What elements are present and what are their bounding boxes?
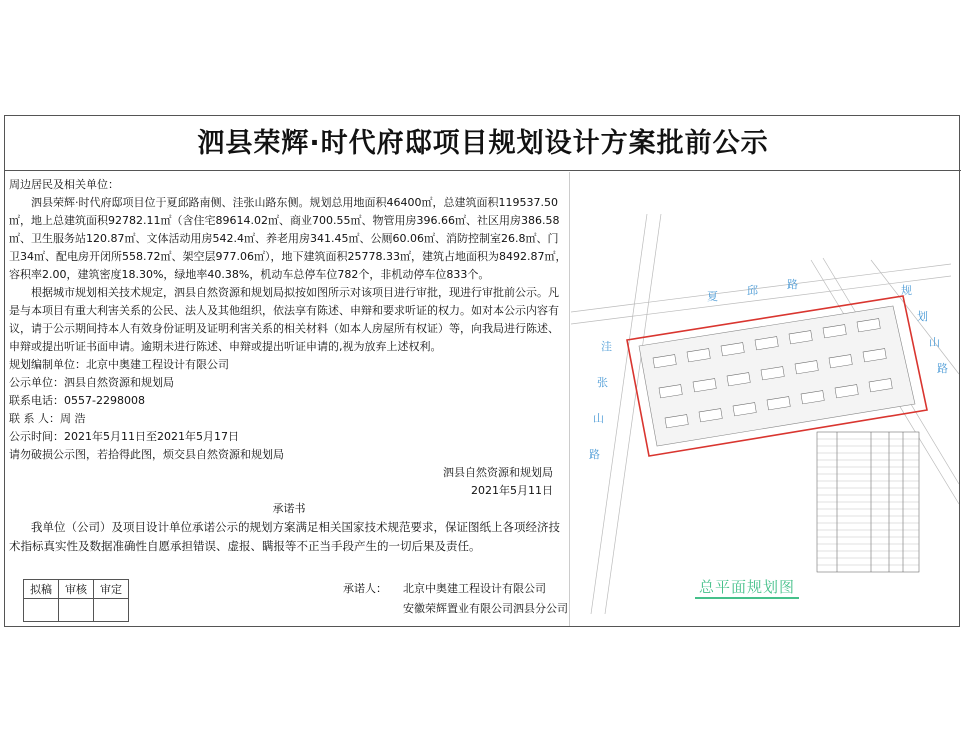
indicator-table <box>817 432 919 572</box>
info-contact: 联 系 人：周 浩 <box>9 412 86 425</box>
review-header-approve: 审定 <box>94 580 129 599</box>
promiser-2: 安徽荣辉置业有限公司泗县分公司 <box>403 602 568 615</box>
notice-text <box>9 176 569 556</box>
map-caption: 总平面规划图 <box>695 576 799 599</box>
greeting: 周边居民及相关单位： <box>9 178 119 191</box>
promiser-1: 北京中奥建工程设计有限公司 <box>403 582 546 595</box>
promiser-block <box>343 579 568 619</box>
review-cell <box>24 599 59 622</box>
issuer: 泗县自然资源和规划局 <box>443 466 553 479</box>
info-publisher: 公示单位：泗县自然资源和规划局 <box>9 376 174 389</box>
road-north-char: 夏 <box>707 290 718 303</box>
road-west-char: 洼 <box>601 340 612 353</box>
project-description: 泗县荣辉·时代府邸项目位于夏邱路南侧、洼张山路东侧。规划总用地面积46400㎡，总建筑面积119537.50㎡，地上总建筑面积92782.11㎡（含住宅89614.02㎡、商业700.55㎡、物管用房396.66㎡、社区用房386.58㎡、卫生服务站120.87㎡、文体活动用房542.4㎡、养老用房341.45㎡、公厕60.06㎡、消防控制室26.8㎡、门卫34㎡、配电房开闭所558.72㎡、架空层977.06㎡），地下建筑面积25778.33㎡，建筑占地面积为8492.87㎡，容积率2.00，建筑密度18.30%，绿地率40.38%，机动车总停车位782个，非机动停车位833个。 <box>9 196 567 281</box>
approval-statement: 根据城市规划相关技术规定，泗县自然资源和规划局拟按如图所示对该项目进行审批，现进行审批前公示。凡是与本项目有重大利害关系的公民、法人及其他组织，依法享有陈述、申辩和要求听证的权力。如对本公示内容有议，请于公示期间持本人有效身份证明及证明利害关系的相关材料（如本人房屋所有权证）等，向我局进行陈述、申辩或提出听证书面申请。逾期未进行陈述、申辩或提出听证申请的,视为放弃上述权利。 <box>9 286 559 353</box>
road-east-char: 划 <box>917 310 928 323</box>
road-east-char: 路 <box>937 362 948 375</box>
review-cell <box>59 599 94 622</box>
road-north-char: 邱 <box>747 284 758 297</box>
road-west-char: 张 <box>597 376 608 389</box>
promiser-label: 承诺人： <box>343 582 387 595</box>
info-compiler: 规划编制单位：北京中奥建工程设计有限公司 <box>9 358 229 371</box>
road-north-char: 路 <box>787 278 798 291</box>
divider <box>569 172 570 626</box>
info-notice: 请勿破损公示图，若拾得此图，烦交县自然资源和规划局 <box>9 448 284 461</box>
road-west-char: 山 <box>593 412 604 425</box>
issue-date: 2021年5月11日 <box>471 484 553 497</box>
page-title: 泗县荣辉·时代府邸项目规划设计方案批前公示 <box>5 116 961 171</box>
promise-text: 我单位（公司）及项目设计单位承诺公示的规划方案满足相关国家技术规范要求，保证图纸上各项经济技术指标真实性及数据准确性自愿承担错误、虚报、瞒报等不正当手段产生的一切后果及责任。 <box>9 520 560 553</box>
review-table <box>23 579 129 622</box>
review-header-draft: 拟稿 <box>24 580 59 599</box>
review-header-check: 审核 <box>59 580 94 599</box>
site-plan <box>571 174 959 626</box>
review-cell <box>94 599 129 622</box>
notice-board <box>4 115 960 627</box>
road-west-char: 路 <box>589 448 600 461</box>
road-east-char: 规 <box>901 284 912 297</box>
promise-title: 承诺书 <box>272 502 306 515</box>
info-period: 公示时间：2021年5月11日至2021年5月17日 <box>9 430 239 443</box>
road-east-char: 山 <box>929 336 940 349</box>
info-phone: 联系电话：0557-2298008 <box>9 394 145 407</box>
